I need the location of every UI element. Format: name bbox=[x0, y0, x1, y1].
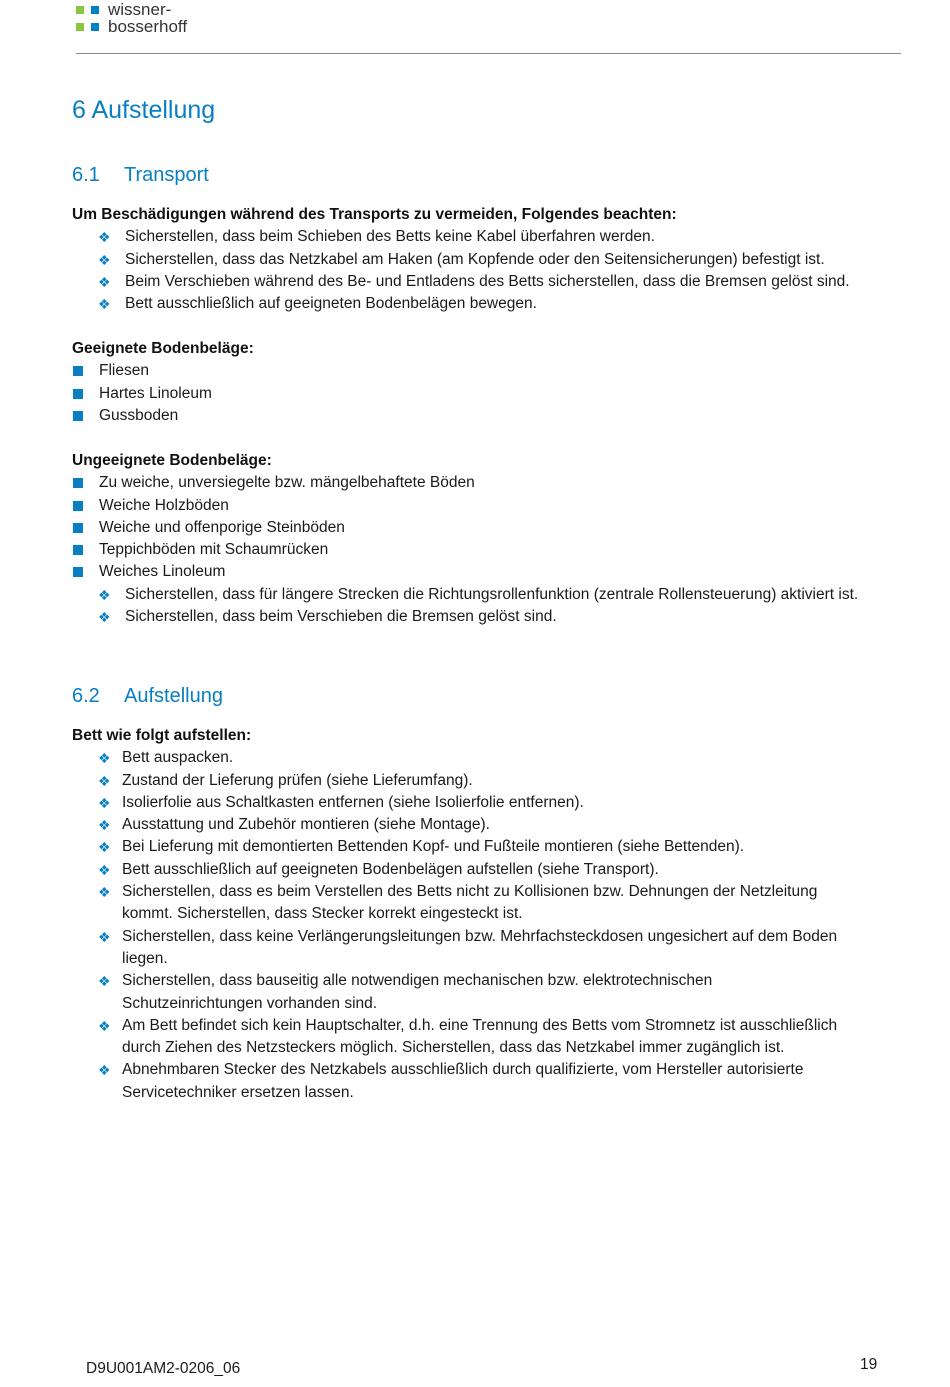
list-item: Weiche und offenporige Steinböden bbox=[72, 517, 872, 539]
logo-square-blue-icon bbox=[91, 23, 99, 31]
logo-text-line1: wissner- bbox=[108, 0, 172, 19]
page-number: 19 bbox=[860, 1356, 878, 1373]
section-heading-transport bbox=[72, 164, 209, 187]
list-item: ❖ Sicherstellen, dass das Netzkabel am Haken (am Kopfende oder den Seitensicherungen) befestigt ist. bbox=[72, 249, 872, 271]
section-heading-aufstellung bbox=[72, 685, 223, 708]
list-item: ❖ Sicherstellen, dass bauseitig alle notwendigen mechanischen bzw. elektrotechnischen Schutzeinrichtungen vorhanden sind. bbox=[72, 970, 842, 1015]
list-item: ❖ Am Bett befindet sich kein Hauptschalter, d.h. eine Trennung des Betts vom Stromnetz ist ausschließlich durch Ziehen des Netzsteckers möglich. Sicherstellen, dass das Netzkabel immer zugänglich ist. bbox=[72, 1015, 842, 1060]
list-item: ❖ Sicherstellen, dass für längere Strecken die Richtungsrollenfunktion (zentrale Rollensteuerung) aktiviert ist. bbox=[72, 584, 885, 606]
list-item: Gussboden bbox=[72, 405, 872, 427]
section-title: Aufstellung bbox=[124, 685, 223, 707]
section-number: 6.1 bbox=[72, 164, 100, 186]
logo-square-green-icon bbox=[76, 6, 84, 14]
chapter-title: 6 Aufstellung bbox=[72, 96, 216, 124]
list-item: Hartes Linoleum bbox=[72, 383, 872, 405]
list-item: ❖ Sicherstellen, dass keine Verlängerungsleitungen bzw. Mehrfachsteckdosen ungesichert auf dem Boden liegen. bbox=[72, 926, 842, 971]
list-item: ❖ Bett auspacken. bbox=[72, 747, 842, 769]
list-item: ❖ Isolierfolie aus Schaltkasten entfernen (siehe Isolierfolie entfernen). bbox=[72, 792, 842, 814]
transport-section bbox=[72, 204, 872, 315]
list-item: ❖ Bett ausschließlich auf geeigneten Bodenbelägen bewegen. bbox=[72, 293, 872, 315]
list-item: Weiche Holzböden bbox=[72, 495, 872, 517]
unsuitable-floors-label: Ungeeignete Bodenbeläge: bbox=[72, 452, 272, 469]
header-divider bbox=[76, 53, 901, 54]
list-item: Weiches Linoleum bbox=[72, 561, 872, 583]
list-item: ❖ Ausstattung und Zubehör montieren (siehe Montage). bbox=[72, 814, 842, 836]
list-item: Teppichböden mit Schaumrücken bbox=[72, 539, 872, 561]
aufstellung-section bbox=[72, 725, 842, 1104]
list-item: Fliesen bbox=[72, 360, 872, 382]
section-title: Transport bbox=[124, 164, 209, 186]
aufstellung-lead: Bett wie folgt aufstellen: bbox=[72, 727, 252, 744]
list-item: ❖ Abnehmbaren Stecker des Netzkabels ausschließlich durch qualifizierte, vom Hersteller autorisierte Servicetechniker ersetzen lassen. bbox=[72, 1059, 842, 1104]
list-item: ❖ Bei Lieferung mit demontierten Bettenden Kopf- und Fußteile montieren (siehe Bettenden). bbox=[72, 836, 842, 858]
list-item: ❖ Sicherstellen, dass beim Verschieben die Bremsen gelöst sind. bbox=[72, 606, 872, 628]
logo-square-blue-icon bbox=[91, 6, 99, 14]
list-item: ❖ Bett ausschließlich auf geeigneten Bodenbelägen aufstellen (siehe Transport). bbox=[72, 859, 842, 881]
section-number: 6.2 bbox=[72, 685, 100, 707]
list-item: ❖ Sicherstellen, dass es beim Verstellen des Betts nicht zu Kollisionen bzw. Dehnungen der Netzleitung kommt. Sicherstellen, dass Stecker korrekt eingesteckt ist. bbox=[72, 881, 842, 926]
suitable-floors bbox=[72, 338, 872, 427]
list-item: ❖ Zustand der Lieferung prüfen (siehe Lieferumfang). bbox=[72, 770, 842, 792]
suitable-floors-label: Geeignete Bodenbeläge: bbox=[72, 340, 254, 357]
logo-text-line2: bosserhoff bbox=[108, 17, 188, 36]
list-item: ❖ Sicherstellen, dass beim Schieben des Betts keine Kabel überfahren werden. bbox=[72, 226, 872, 248]
company-logo bbox=[76, 1, 187, 35]
unsuitable-floors bbox=[72, 450, 872, 628]
list-item: ❖ Beim Verschieben während des Be- und Entladens des Betts sicherstellen, dass die Bremsen gelöst sind. bbox=[72, 271, 872, 293]
document-code: D9U001AM2-0206_06 bbox=[86, 1360, 241, 1377]
list-item: Zu weiche, unversiegelte bzw. mängelbehaftete Böden bbox=[72, 472, 872, 494]
transport-lead: Um Beschädigungen während des Transports zu vermeiden, Folgendes beachten: bbox=[72, 206, 677, 223]
logo-square-green-icon bbox=[76, 23, 84, 31]
